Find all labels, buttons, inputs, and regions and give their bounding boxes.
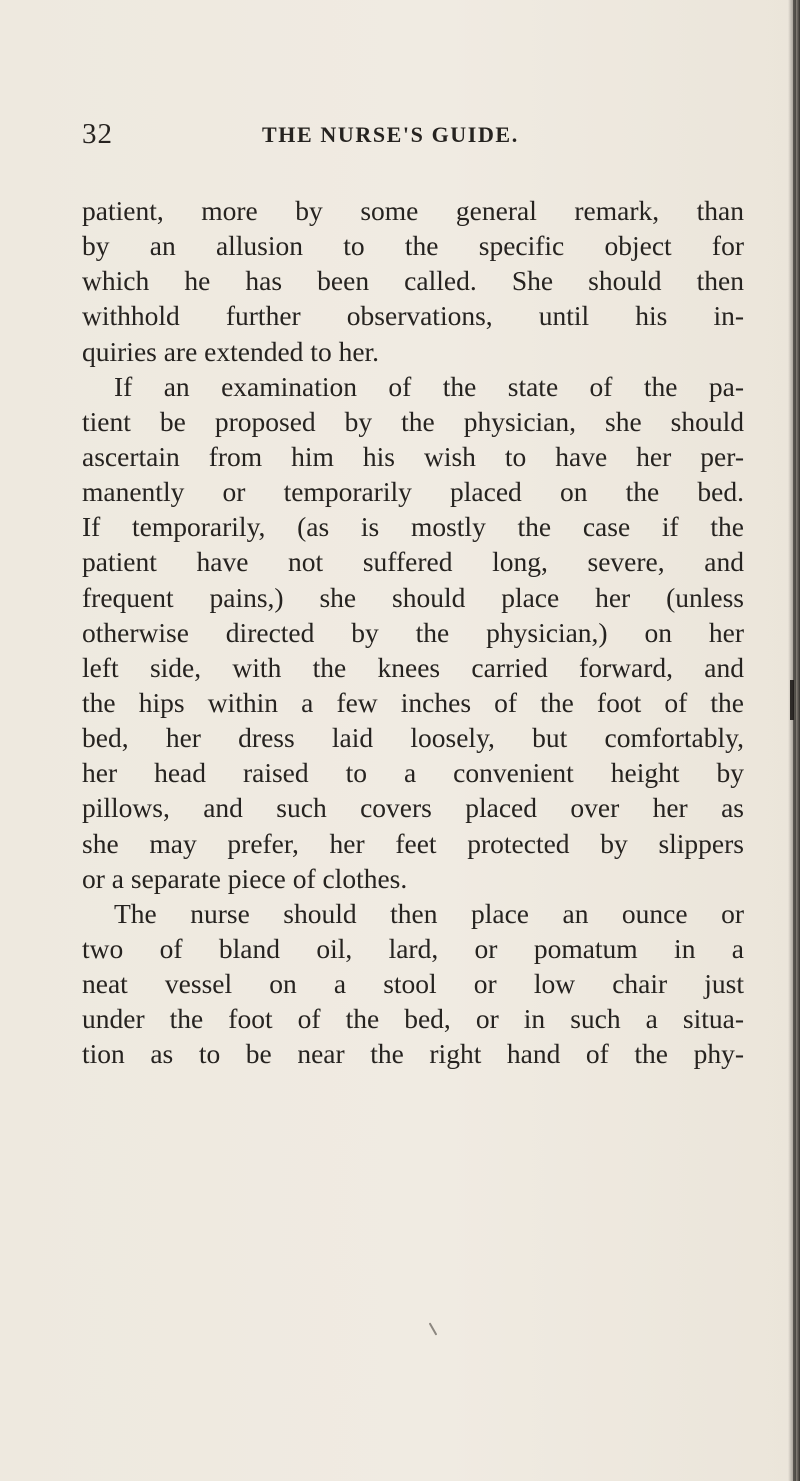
- text-line: The nurse should then place an ounce or: [114, 897, 744, 929]
- text-line: manently or temporarily placed on the bed.: [82, 476, 744, 508]
- text-line: or a separate piece of clothes.: [82, 862, 408, 894]
- running-head-title: THE NURSE'S GUIDE.: [262, 122, 519, 147]
- page-edge-mark: [790, 680, 794, 720]
- text-line: patient have not suffered long, severe, and: [82, 546, 744, 578]
- text-line: tion as to be near the right hand of the phy-: [82, 1038, 744, 1070]
- paper-speck: [429, 1322, 438, 1335]
- text-line: left side, with the knees carried forward, and: [82, 651, 744, 683]
- text-line: bed, her dress laid loosely, but comfortably,: [82, 722, 744, 754]
- text-line: tient be proposed by the physician, she should: [82, 405, 744, 437]
- text-line: pillows, and such covers placed over her as: [82, 792, 744, 824]
- text-line: otherwise directed by the physician,) on her: [82, 616, 744, 648]
- running-head: [82, 116, 742, 156]
- text-line: If temporarily, (as is mostly the case if the: [82, 511, 744, 543]
- text-line: she may prefer, her feet protected by slippers: [82, 827, 744, 859]
- text-line: the hips within a few inches of the foot of the: [82, 686, 744, 718]
- text-line: neat vessel on a stool or low chair just: [82, 968, 744, 1000]
- body-text: [82, 193, 744, 1072]
- text-line: two of bland oil, lard, or pomatum in a: [82, 932, 744, 964]
- text-line: ascertain from him his wish to have her per-: [82, 440, 744, 472]
- text-line: patient, more by some general remark, than: [82, 195, 744, 226]
- text-line: her head raised to a convenient height by: [82, 757, 744, 789]
- page-number: 32: [82, 118, 113, 150]
- text-line: quiries are extended to her.: [82, 335, 380, 367]
- text-line: which he has been called. She should then: [82, 265, 744, 297]
- text-line: withhold further observations, until his in-: [82, 300, 744, 332]
- text-line: frequent pains,) she should place her (unless: [82, 581, 744, 613]
- page-edge-line: [793, 0, 796, 1481]
- text-line: by an allusion to the specific object for: [82, 230, 744, 262]
- text-line: under the foot of the bed, or in such a situa-: [82, 1003, 744, 1035]
- text-line: If an examination of the state of the pa-: [114, 370, 744, 402]
